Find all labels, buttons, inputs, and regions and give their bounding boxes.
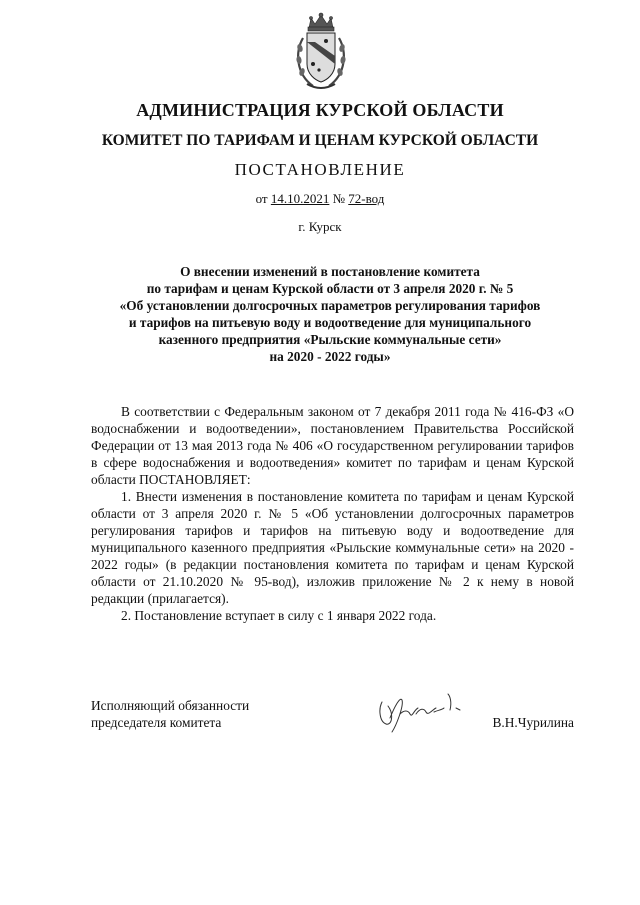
document-date: 14.10.2021: [270, 191, 330, 206]
handwritten-signature: [372, 688, 464, 736]
position-line: Исполняющий обязанности: [91, 698, 250, 713]
coat-of-arms-emblem: [293, 12, 349, 92]
organization-title: АДМИНИСТРАЦИЯ КУРСКОЙ ОБЛАСТИ: [136, 100, 504, 120]
subject-line: по тарифам и ценам Курской области от 3 апреля 2020 г. № 5: [146, 281, 514, 296]
signatory-position: [91, 697, 249, 731]
subject-line: казенного предприятия «Рыльские коммунальные сети»: [158, 332, 502, 347]
committee-title: КОМИТЕТ ПО ТАРИФАМ И ЦЕНАМ КУРСКОЙ ОБЛАСТИ: [101, 132, 539, 149]
document-type: ПОСТАНОВЛЕНИЕ: [234, 160, 406, 179]
position-line: председателя комитета: [91, 715, 222, 730]
date-number-line: [0, 191, 640, 207]
signatory-name: В.Н.Чурилина: [492, 715, 574, 730]
subject-line: «Об установлении долгосрочных параметров регулирования тарифов: [119, 298, 541, 313]
document-body: [91, 403, 574, 624]
city: г. Курск: [298, 219, 342, 234]
subject-line: на 2020 - 2022 годы»: [269, 349, 391, 364]
document-subject: [80, 263, 580, 365]
item-2-paragraph: 2. Постановление вступает в силу с 1 января 2022 года.: [121, 608, 437, 623]
item-1-paragraph: 1. Внести изменения в постановление комитета по тарифам и ценам Курской области от 3 апреля 2020 г. № 5 «Об установлении долгосрочных параметров регулирования тарифов и тарифов на питьевую воду и водоотведение для муниципального казенного предприятия «Рыльские коммунальные сети» на 2020 - 2022 годы» (в редакции постановления комитета по тарифам и ценам Курской области от 21.10.2020 № 95-вод), изложив приложение № 2 к нему в новой редакции (прилагается).: [91, 489, 574, 606]
number-prefix: №: [329, 191, 349, 206]
date-prefix: от: [255, 191, 271, 206]
document-number: 72-вод: [348, 191, 385, 206]
subject-line: О внесении изменений в постановление комитета: [180, 264, 480, 279]
subject-line: и тарифов на питьевую воду и водоотведение для муниципального: [128, 315, 532, 330]
preamble-paragraph: В соответствии с Федеральным законом от 7 декабря 2011 года № 416-ФЗ «О водоснабжении и водоотведении», постановлением Правительства Российской Федерации от 13 мая 2013 года № 406 «О государственном регулировании тарифов в сфере водоснабжения и водоотведения» комитет по тарифам и ценам Курской области ПОСТАНОВЛЯЕТ:: [91, 404, 574, 487]
